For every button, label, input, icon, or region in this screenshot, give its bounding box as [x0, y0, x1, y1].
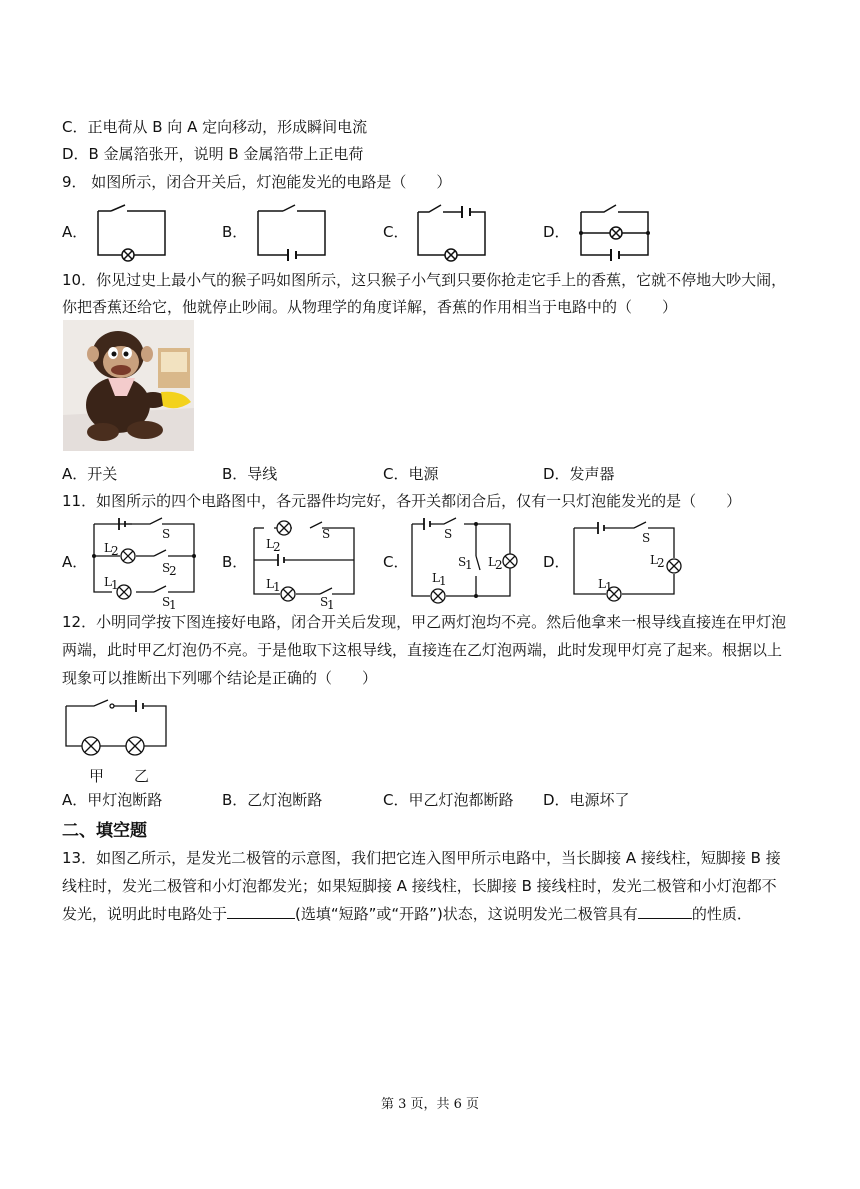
svg-text:2: 2: [495, 558, 503, 572]
q10-option-c[interactable]: C．电源: [383, 465, 439, 483]
label-jia: 甲: [89, 767, 105, 785]
q9-circuit-b: [255, 205, 330, 260]
svg-text:1: 1: [465, 558, 473, 572]
svg-text:2: 2: [169, 564, 177, 578]
q10-option-d[interactable]: D．发声器: [543, 465, 615, 483]
page-footer: 第 3 页，共 6 页: [380, 1097, 480, 1112]
label-s: S: [322, 527, 331, 541]
section-heading-fill-in: 二、填空题: [62, 821, 147, 841]
question-13-line1: 13．如图乙所示，是发光二极管的示意图，我们把它连入图甲所示电路中，当长脚接 A 接线柱，短脚接 B 接: [62, 849, 781, 867]
label-s2: S: [162, 561, 171, 575]
option-d-text: D．B 金属箔张开，说明 B 金属箔带上正电荷: [62, 145, 364, 163]
question-10-line2: 你把香蕉还给它，他就停止吵闹。从物理学的角度详解，香蕉的作用相当于电路中的（ ）: [62, 298, 678, 316]
q9-circuit-c: [415, 202, 490, 260]
svg-text:2: 2: [657, 556, 665, 570]
svg-text:1: 1: [605, 580, 613, 594]
question-13-line3: [62, 903, 752, 925]
label-l2: L: [266, 537, 274, 551]
svg-text:1: 1: [111, 578, 119, 592]
question-10-line1: 10．你见过史上最小气的猴子吗如图所示，这只猴子小气到只要你抢走它手上的香蕉，它就不停地大吵大闹，: [62, 271, 787, 289]
q11-circuit-b: [252, 516, 358, 612]
question-13-line2: 线柱时，发光二极管和小灯泡都发光；如果短脚接 A 接线柱，长脚接 B 接线柱时，发光二极管和小灯泡都不: [62, 877, 777, 895]
q9-option-c[interactable]: C．: [383, 223, 409, 241]
label-l2: L: [104, 541, 112, 555]
q12-circuit: [64, 694, 174, 779]
label-s1: S: [320, 595, 329, 609]
question-11: 11．如图所示的四个电路图中，各元器件均完好，各开关都闭合后，仅有一只灯泡能发光的是（ ）: [62, 492, 742, 510]
svg-text:1: 1: [169, 598, 177, 612]
label-s1: S: [162, 595, 171, 609]
q12-option-b[interactable]: B．乙灯泡断路: [222, 791, 323, 809]
q11-option-c[interactable]: C．: [383, 553, 409, 571]
label-l1: L: [432, 571, 440, 585]
q13-text-pre: 发光，说明此时电路处于: [62, 905, 228, 923]
q12-option-a[interactable]: A．甲灯泡断路: [62, 791, 163, 809]
question-12-line1: 12．小明同学按下图连接好电路，闭合开关后发现，甲乙两灯泡均不亮。然后他拿来一根导线直接连在甲灯泡: [62, 613, 787, 631]
q13-text-mid: (选填“短路”或“开路”)状态，这说明发光二极管具有: [295, 905, 638, 923]
q12-option-c[interactable]: C．甲乙灯泡都断路: [383, 791, 514, 809]
svg-text:1: 1: [273, 580, 281, 594]
q10-option-b[interactable]: B．导线: [222, 465, 278, 483]
q13-blank-2[interactable]: [638, 904, 692, 919]
svg-text:1: 1: [327, 598, 335, 612]
q9-option-d[interactable]: D．: [543, 223, 570, 241]
q12-option-d[interactable]: D．电源坏了: [543, 791, 630, 809]
monkey-photo: [63, 320, 194, 451]
q13-blank-1[interactable]: [227, 904, 295, 919]
q11-option-a[interactable]: A．: [62, 553, 88, 571]
label-s: S: [642, 531, 651, 545]
q11-option-d[interactable]: D．: [543, 553, 570, 571]
q11-option-b[interactable]: B．: [222, 553, 248, 571]
q11-circuit-a: [92, 516, 198, 612]
label-l1: L: [104, 575, 112, 589]
svg-text:2: 2: [273, 540, 281, 554]
label-s1: S: [458, 555, 467, 569]
label-s: S: [444, 527, 453, 541]
q10-option-a[interactable]: A．开关: [62, 465, 118, 483]
label-l2: L: [488, 555, 496, 569]
label-yi: 乙: [134, 767, 150, 785]
label-l1: L: [598, 577, 606, 591]
question-12-line3: 现象可以推断出下列哪个结论是正确的（ ）: [62, 669, 378, 687]
q9-option-b[interactable]: B．: [222, 223, 248, 241]
q9-circuit-a: [95, 205, 170, 260]
svg-text:2: 2: [111, 544, 119, 558]
q9-circuit-d: [578, 202, 653, 260]
svg-text:1: 1: [439, 574, 447, 588]
q11-circuit-d: [572, 516, 682, 606]
question-12-line2: 两端，此时甲乙灯泡仍不亮。于是他取下这根导线，直接连在乙灯泡两端，此时发现甲灯亮了起来。根据以上: [62, 641, 783, 659]
option-c-text: C．正电荷从 B 向 A 定向移动，形成瞬间电流: [62, 118, 368, 136]
question-9: 9． 如图所示，闭合开关后，灯泡能发光的电路是（ ）: [62, 173, 452, 191]
q9-option-a[interactable]: A．: [62, 223, 88, 241]
label-l1: L: [266, 577, 274, 591]
label-l2: L: [650, 553, 658, 567]
q13-text-post: 的性质．: [691, 905, 752, 923]
label-s: S: [162, 527, 171, 541]
q11-circuit-c: [410, 516, 520, 608]
